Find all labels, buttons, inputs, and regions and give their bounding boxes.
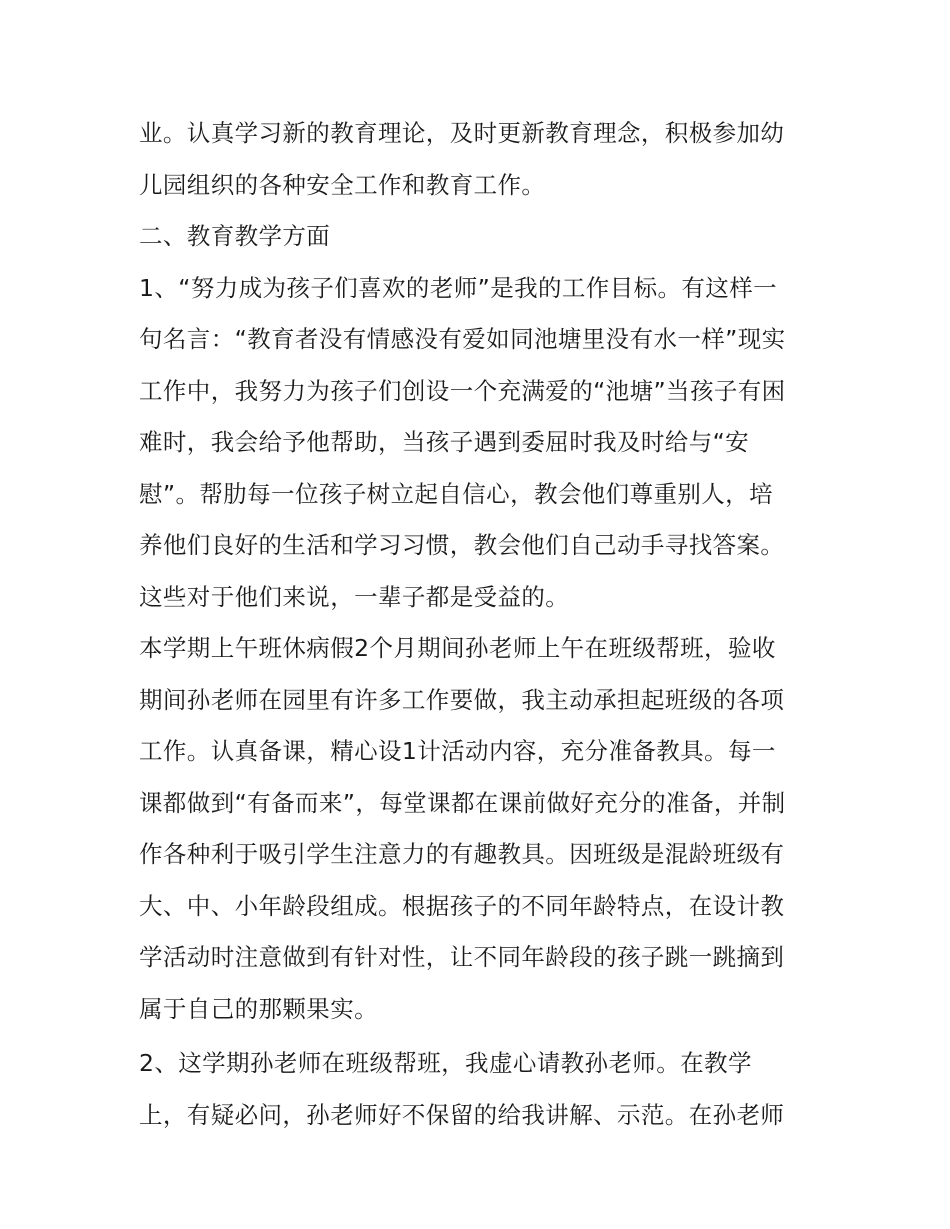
text-line: 本学期上午班休病假2个月期间孙老师上午在班级帮班，验收 xyxy=(139,634,776,662)
text-line: 大、中、小年龄段组成。根据孩子的不同年龄特点，在设计教 xyxy=(139,891,785,920)
text-line: 这些对于他们来说，一辈子都是受益的。 xyxy=(139,582,570,611)
text-line: 课都做到“有备而来”，每堂课都在课前做好充分的准备，并制 xyxy=(139,788,786,817)
text-line: 2、这学期孙老师在班级帮班，我虚心请教孙老师。在教学 xyxy=(139,1049,752,1077)
text-line: 期间孙老师在园里有许多工作要做，我主动承担起班级的各项 xyxy=(139,685,785,714)
document-body xyxy=(139,108,819,1141)
text-line: 1、“努力成为孩子们喜欢的老师”是我的工作目标。有这样一 xyxy=(139,273,777,302)
text-line: 慰”。帮肋每一位孩子树立起自信心，教会他们尊重别人，培 xyxy=(139,479,773,508)
text-line: 难时，我会给予他帮助，当孩子遇到委屈时我及时给与“安 xyxy=(139,428,750,456)
text-line: 工作。认真备课，精心设1计活动内容，充分准备教具。每一 xyxy=(139,737,776,765)
text-line: 上，有疑必问，孙老师好不保留的给我讲解、示范。在孙老师 xyxy=(139,1100,785,1129)
text-line: 儿园组织的各种安全工作和教育工作。 xyxy=(139,170,546,199)
text-line: 学活动时注意做到有针对性，让不同年龄段的孩子跳一跳摘到 xyxy=(139,943,785,971)
text-line: 作各种利于吸引学生注意力的有趣教具。因班级是混龄班级有 xyxy=(139,840,785,868)
text-line: 工作中，我努力为孩子们创设一个充满爱的“池塘”当孩子有困 xyxy=(139,376,786,405)
text-line: 业。认真学习新的教育理论，及时更新教育理念，积极参加幼 xyxy=(139,119,785,147)
text-line: 养他们良好的生活和学习习惯，教会他们自己动手寻找答案。 xyxy=(139,531,785,559)
text-line: 句名言：“教育者没有情感没有爱如同池塘里没有水一样”现实 xyxy=(139,325,786,353)
text-line: 二、教育教学方面 xyxy=(139,222,331,250)
text-line: 属于自己的那颗果实。 xyxy=(139,994,378,1023)
